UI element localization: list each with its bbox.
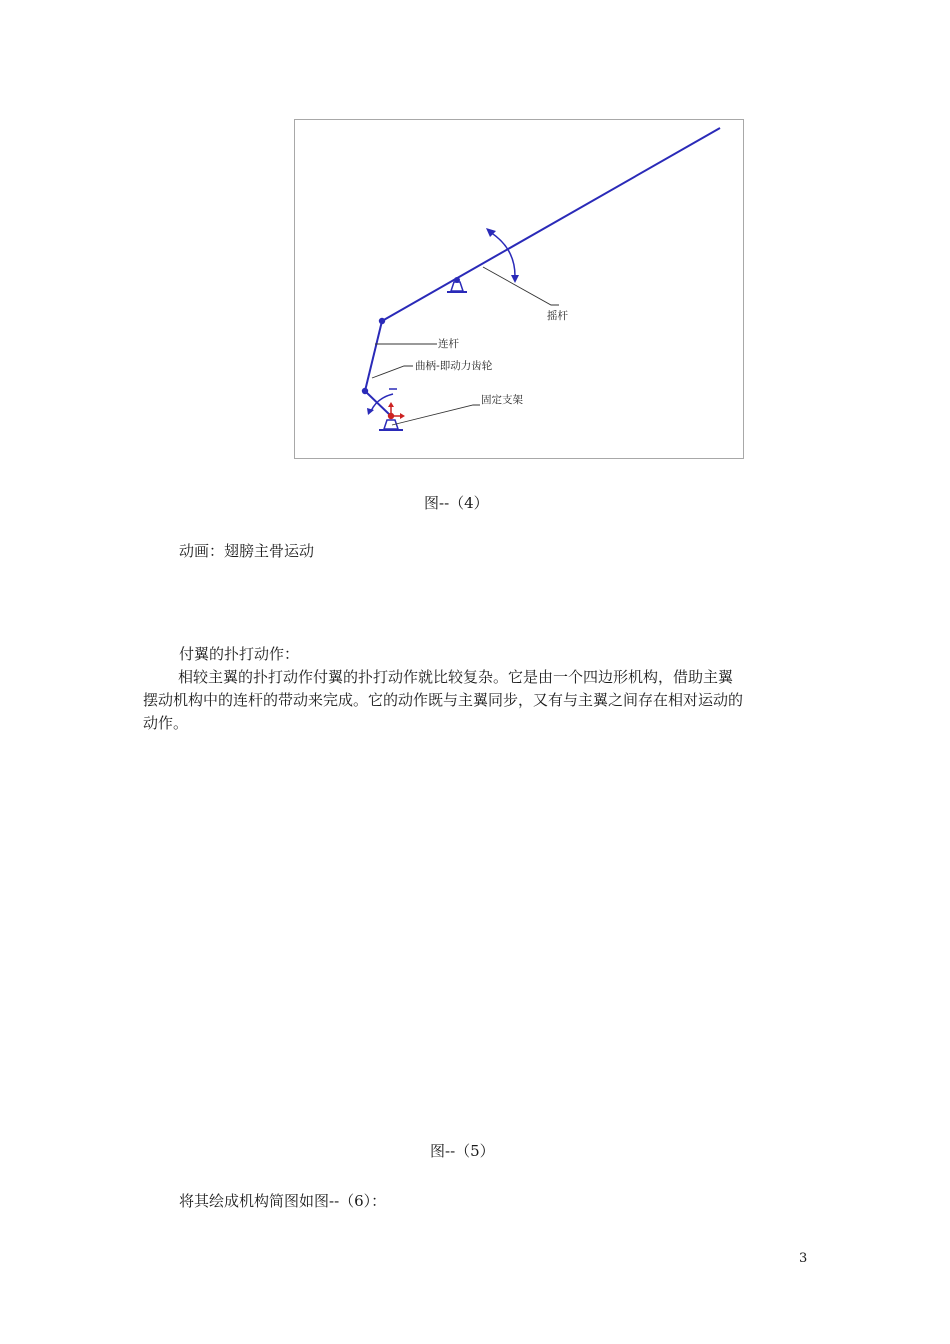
page-number: 3: [799, 1251, 808, 1266]
rocker-pivot-support: [447, 277, 467, 292]
rod-crank-joint: [362, 388, 368, 394]
section-heading: 付翼的扑打动作：: [179, 645, 300, 663]
figure-4-diagram: [294, 119, 744, 459]
connecting-rod-label: 连杆: [438, 338, 459, 350]
figure-4-caption: 图--（4）: [424, 494, 489, 512]
mechanism-diagram: [295, 120, 745, 460]
animation-note: 动画：翅膀主骨运动: [179, 542, 315, 560]
rocker-arc-arrow-bottom: [511, 275, 519, 283]
rocker-swing-arc: [490, 232, 515, 276]
rocker-leader-line: [483, 267, 559, 305]
crank-fixed-support: [379, 420, 403, 430]
support-leader-line: [392, 405, 480, 425]
rocker-bar: [382, 128, 720, 321]
closing-line: 将其绘成机构简图如图--（6）：: [179, 1192, 387, 1210]
fixed-support-label: 固定支架: [481, 394, 523, 406]
crank-leader-line: [372, 366, 413, 378]
paragraph-line: 动作。: [143, 714, 189, 732]
rod-rocker-joint: [379, 318, 385, 324]
paragraph-line: 相较主翼的扑打动作付翼的扑打动作就比较复杂。它是由一个四边形机构，借助主翼: [178, 668, 734, 686]
connecting-rod-line: [365, 321, 382, 391]
figure-5-caption: 图--（5）: [430, 1142, 495, 1160]
crank-coordinate-marker: [388, 402, 405, 419]
crank-label: 曲柄-即动力齿轮: [415, 360, 493, 372]
crank-arc-arrow: [367, 408, 374, 415]
rocker-label: 摇杆: [547, 310, 568, 322]
body-paragraph: [143, 666, 815, 735]
paragraph-line: 摆动机构中的连杆的带动来完成。它的动作既与主翼同步，又有与主翼之间存在相对运动的: [143, 691, 744, 709]
